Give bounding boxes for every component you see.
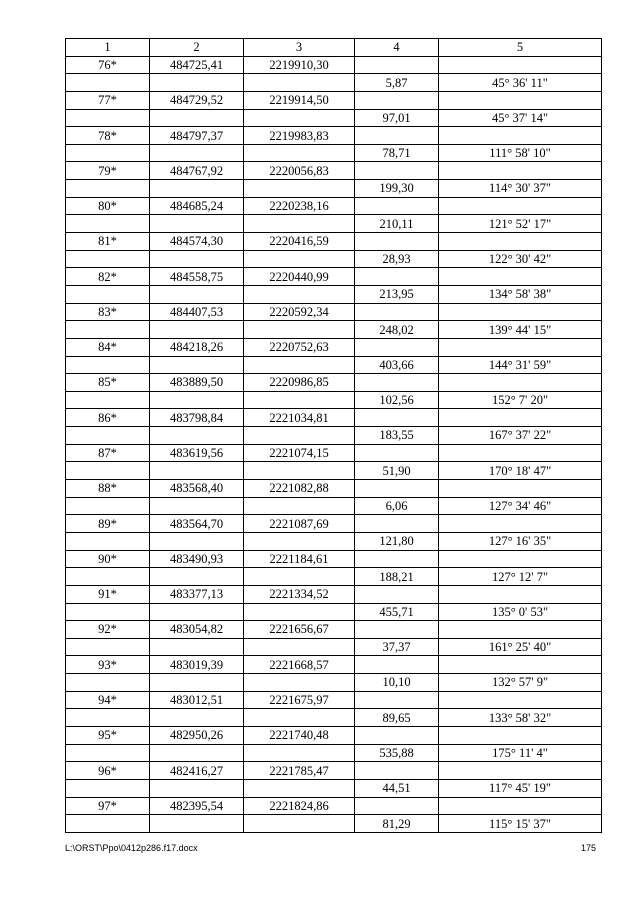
x-coordinate-cell: 483564,70 xyxy=(150,515,244,533)
point-id-cell xyxy=(66,744,150,762)
distance-cell xyxy=(355,268,439,286)
column-header: 2 xyxy=(150,39,244,57)
table-row xyxy=(66,797,602,815)
table-row xyxy=(66,268,602,286)
y-coordinate-cell xyxy=(244,74,355,92)
distance-cell: 6,06 xyxy=(355,497,439,515)
table-row xyxy=(66,250,602,268)
y-coordinate-cell xyxy=(244,391,355,409)
x-coordinate-cell xyxy=(150,109,244,127)
table-row xyxy=(66,762,602,780)
bearing-cell xyxy=(439,585,602,603)
point-id-cell xyxy=(66,497,150,515)
x-coordinate-cell: 484685,24 xyxy=(150,197,244,215)
distance-cell xyxy=(355,480,439,498)
y-coordinate-cell: 2221034,81 xyxy=(244,409,355,427)
point-id-cell: 92* xyxy=(66,621,150,639)
bearing-cell: 115° 15' 37" xyxy=(439,815,602,833)
y-coordinate-cell xyxy=(244,321,355,339)
bearing-cell xyxy=(439,162,602,180)
y-coordinate-cell xyxy=(244,603,355,621)
distance-cell: 5,87 xyxy=(355,74,439,92)
point-id-cell: 83* xyxy=(66,303,150,321)
y-coordinate-cell xyxy=(244,497,355,515)
x-coordinate-cell: 484767,92 xyxy=(150,162,244,180)
table-row xyxy=(66,162,602,180)
distance-cell xyxy=(355,233,439,251)
bearing-cell: 167° 37' 22" xyxy=(439,427,602,445)
bearing-cell: 170° 18' 47" xyxy=(439,462,602,480)
table-row xyxy=(66,585,602,603)
distance-cell: 89,65 xyxy=(355,709,439,727)
x-coordinate-cell: 484558,75 xyxy=(150,268,244,286)
y-coordinate-cell xyxy=(244,144,355,162)
x-coordinate-cell: 483889,50 xyxy=(150,374,244,392)
table-row xyxy=(66,779,602,797)
bearing-cell: 127° 12' 7" xyxy=(439,568,602,586)
distance-cell: 121,80 xyxy=(355,532,439,550)
x-coordinate-cell xyxy=(150,427,244,445)
distance-cell xyxy=(355,374,439,392)
y-coordinate-cell xyxy=(244,532,355,550)
bearing-cell xyxy=(439,762,602,780)
y-coordinate-cell xyxy=(244,462,355,480)
bearing-cell: 175° 11' 4" xyxy=(439,744,602,762)
bearing-cell: 135° 0' 53" xyxy=(439,603,602,621)
bearing-cell: 133° 58' 32" xyxy=(439,709,602,727)
distance-cell xyxy=(355,338,439,356)
distance-cell: 188,21 xyxy=(355,568,439,586)
table-row xyxy=(66,638,602,656)
table-row xyxy=(66,656,602,674)
table-row xyxy=(66,180,602,198)
bearing-cell xyxy=(439,56,602,74)
distance-cell: 51,90 xyxy=(355,462,439,480)
x-coordinate-cell xyxy=(150,356,244,374)
point-id-cell: 95* xyxy=(66,726,150,744)
table-row xyxy=(66,444,602,462)
bearing-cell xyxy=(439,233,602,251)
distance-cell: 213,95 xyxy=(355,285,439,303)
x-coordinate-cell xyxy=(150,250,244,268)
point-id-cell: 85* xyxy=(66,374,150,392)
point-id-cell xyxy=(66,427,150,445)
x-coordinate-cell xyxy=(150,568,244,586)
bearing-cell xyxy=(439,127,602,145)
distance-cell: 535,88 xyxy=(355,744,439,762)
bearing-cell: 152° 7' 20" xyxy=(439,391,602,409)
table-row xyxy=(66,815,602,833)
y-coordinate-cell xyxy=(244,180,355,198)
bearing-cell xyxy=(439,338,602,356)
distance-cell xyxy=(355,127,439,145)
distance-cell: 81,29 xyxy=(355,815,439,833)
distance-cell: 78,71 xyxy=(355,144,439,162)
x-coordinate-cell: 483798,84 xyxy=(150,409,244,427)
table-row xyxy=(66,391,602,409)
bearing-cell xyxy=(439,197,602,215)
table-row xyxy=(66,568,602,586)
distance-cell: 44,51 xyxy=(355,779,439,797)
table-body xyxy=(66,56,602,832)
y-coordinate-cell: 2221675,97 xyxy=(244,691,355,709)
bearing-cell xyxy=(439,409,602,427)
y-coordinate-cell: 2221082,88 xyxy=(244,480,355,498)
point-id-cell xyxy=(66,779,150,797)
point-id-cell xyxy=(66,180,150,198)
point-id-cell xyxy=(66,285,150,303)
y-coordinate-cell xyxy=(244,427,355,445)
x-coordinate-cell xyxy=(150,391,244,409)
bearing-cell xyxy=(439,726,602,744)
y-coordinate-cell: 2220752,63 xyxy=(244,338,355,356)
distance-cell xyxy=(355,515,439,533)
bearing-cell xyxy=(439,621,602,639)
table-row xyxy=(66,427,602,445)
table-row xyxy=(66,603,602,621)
table-row xyxy=(66,127,602,145)
point-id-cell xyxy=(66,568,150,586)
point-id-cell: 79* xyxy=(66,162,150,180)
y-coordinate-cell: 2221184,61 xyxy=(244,550,355,568)
distance-cell xyxy=(355,162,439,180)
y-coordinate-cell xyxy=(244,250,355,268)
x-coordinate-cell xyxy=(150,779,244,797)
y-coordinate-cell xyxy=(244,285,355,303)
distance-cell xyxy=(355,691,439,709)
table-row xyxy=(66,374,602,392)
bearing-cell: 117° 45' 19" xyxy=(439,779,602,797)
table-row xyxy=(66,109,602,127)
table-row xyxy=(66,321,602,339)
point-id-cell: 90* xyxy=(66,550,150,568)
point-id-cell xyxy=(66,74,150,92)
distance-cell xyxy=(355,409,439,427)
x-coordinate-cell xyxy=(150,180,244,198)
bearing-cell: 114° 30' 37" xyxy=(439,180,602,198)
table-row xyxy=(66,621,602,639)
point-id-cell xyxy=(66,250,150,268)
point-id-cell: 81* xyxy=(66,233,150,251)
y-coordinate-cell: 2221740,48 xyxy=(244,726,355,744)
distance-cell xyxy=(355,726,439,744)
distance-cell: 403,66 xyxy=(355,356,439,374)
y-coordinate-cell xyxy=(244,568,355,586)
bearing-cell: 161° 25' 40" xyxy=(439,638,602,656)
table-row xyxy=(66,197,602,215)
point-id-cell xyxy=(66,144,150,162)
point-id-cell: 86* xyxy=(66,409,150,427)
distance-cell: 97,01 xyxy=(355,109,439,127)
bearing-cell xyxy=(439,515,602,533)
point-id-cell: 80* xyxy=(66,197,150,215)
x-coordinate-cell: 483377,13 xyxy=(150,585,244,603)
x-coordinate-cell: 484729,52 xyxy=(150,91,244,109)
table-row xyxy=(66,744,602,762)
table-row xyxy=(66,515,602,533)
table-row xyxy=(66,532,602,550)
distance-cell xyxy=(355,621,439,639)
distance-cell xyxy=(355,444,439,462)
point-id-cell xyxy=(66,215,150,233)
bearing-cell xyxy=(439,480,602,498)
y-coordinate-cell xyxy=(244,674,355,692)
point-id-cell: 89* xyxy=(66,515,150,533)
y-coordinate-cell: 2220986,85 xyxy=(244,374,355,392)
table-header xyxy=(66,39,602,57)
distance-cell: 183,55 xyxy=(355,427,439,445)
x-coordinate-cell: 483568,40 xyxy=(150,480,244,498)
x-coordinate-cell xyxy=(150,674,244,692)
point-id-cell: 94* xyxy=(66,691,150,709)
point-id-cell: 77* xyxy=(66,91,150,109)
point-id-cell xyxy=(66,709,150,727)
bearing-cell xyxy=(439,550,602,568)
bearing-cell: 132° 57' 9" xyxy=(439,674,602,692)
bearing-cell xyxy=(439,444,602,462)
x-coordinate-cell: 484797,37 xyxy=(150,127,244,145)
table-row xyxy=(66,691,602,709)
x-coordinate-cell: 484407,53 xyxy=(150,303,244,321)
table-row xyxy=(66,709,602,727)
x-coordinate-cell: 482416,27 xyxy=(150,762,244,780)
column-header: 4 xyxy=(355,39,439,57)
point-id-cell: 87* xyxy=(66,444,150,462)
table-row xyxy=(66,144,602,162)
x-coordinate-cell xyxy=(150,285,244,303)
x-coordinate-cell: 483012,51 xyxy=(150,691,244,709)
table-row xyxy=(66,409,602,427)
point-id-cell: 97* xyxy=(66,797,150,815)
point-id-cell xyxy=(66,391,150,409)
y-coordinate-cell: 2220440,99 xyxy=(244,268,355,286)
y-coordinate-cell: 2221824,86 xyxy=(244,797,355,815)
table-row xyxy=(66,726,602,744)
table-row xyxy=(66,56,602,74)
table-row xyxy=(66,674,602,692)
x-coordinate-cell: 483619,56 xyxy=(150,444,244,462)
x-coordinate-cell: 484725,41 xyxy=(150,56,244,74)
distance-cell: 248,02 xyxy=(355,321,439,339)
distance-cell: 37,37 xyxy=(355,638,439,656)
point-id-cell: 96* xyxy=(66,762,150,780)
distance-cell: 199,30 xyxy=(355,180,439,198)
y-coordinate-cell: 2221334,52 xyxy=(244,585,355,603)
x-coordinate-cell xyxy=(150,709,244,727)
y-coordinate-cell: 2220238,16 xyxy=(244,197,355,215)
distance-cell: 10,10 xyxy=(355,674,439,692)
table-row xyxy=(66,233,602,251)
x-coordinate-cell xyxy=(150,215,244,233)
y-coordinate-cell: 2219983,83 xyxy=(244,127,355,145)
bearing-cell: 127° 34' 46" xyxy=(439,497,602,515)
column-header: 1 xyxy=(66,39,150,57)
y-coordinate-cell: 2221074,15 xyxy=(244,444,355,462)
point-id-cell xyxy=(66,815,150,833)
y-coordinate-cell: 2221656,67 xyxy=(244,621,355,639)
bearing-cell: 122° 30' 42" xyxy=(439,250,602,268)
y-coordinate-cell xyxy=(244,709,355,727)
x-coordinate-cell: 483019,39 xyxy=(150,656,244,674)
y-coordinate-cell: 2221785,47 xyxy=(244,762,355,780)
y-coordinate-cell: 2219910,30 xyxy=(244,56,355,74)
y-coordinate-cell: 2220056,83 xyxy=(244,162,355,180)
distance-cell xyxy=(355,656,439,674)
x-coordinate-cell: 484218,26 xyxy=(150,338,244,356)
point-id-cell xyxy=(66,638,150,656)
x-coordinate-cell xyxy=(150,74,244,92)
distance-cell xyxy=(355,91,439,109)
bearing-cell xyxy=(439,268,602,286)
point-id-cell: 93* xyxy=(66,656,150,674)
point-id-cell xyxy=(66,356,150,374)
x-coordinate-cell xyxy=(150,321,244,339)
table-row xyxy=(66,338,602,356)
y-coordinate-cell xyxy=(244,215,355,233)
y-coordinate-cell xyxy=(244,109,355,127)
bearing-cell: 121° 52' 17" xyxy=(439,215,602,233)
distance-cell xyxy=(355,303,439,321)
column-header: 5 xyxy=(439,39,602,57)
y-coordinate-cell xyxy=(244,356,355,374)
table-row xyxy=(66,550,602,568)
table-row xyxy=(66,91,602,109)
x-coordinate-cell: 483054,82 xyxy=(150,621,244,639)
y-coordinate-cell xyxy=(244,638,355,656)
footer-file-path: L:\ORST\Ppo\0412p286.f17.docx xyxy=(65,843,198,853)
bearing-cell: 134° 58' 38" xyxy=(439,285,602,303)
point-id-cell: 78* xyxy=(66,127,150,145)
bearing-cell xyxy=(439,656,602,674)
table-row xyxy=(66,215,602,233)
distance-cell xyxy=(355,197,439,215)
table-row xyxy=(66,74,602,92)
x-coordinate-cell xyxy=(150,532,244,550)
y-coordinate-cell xyxy=(244,779,355,797)
point-id-cell xyxy=(66,532,150,550)
bearing-cell: 45° 36' 11" xyxy=(439,74,602,92)
table-row xyxy=(66,356,602,374)
y-coordinate-cell: 2221087,69 xyxy=(244,515,355,533)
x-coordinate-cell: 482950,26 xyxy=(150,726,244,744)
point-id-cell: 82* xyxy=(66,268,150,286)
y-coordinate-cell: 2221668,57 xyxy=(244,656,355,674)
distance-cell: 210,11 xyxy=(355,215,439,233)
point-id-cell: 76* xyxy=(66,56,150,74)
table-row xyxy=(66,285,602,303)
coordinates-table xyxy=(65,38,602,833)
point-id-cell xyxy=(66,462,150,480)
x-coordinate-cell xyxy=(150,815,244,833)
point-id-cell xyxy=(66,109,150,127)
point-id-cell: 91* xyxy=(66,585,150,603)
table-row xyxy=(66,497,602,515)
y-coordinate-cell xyxy=(244,815,355,833)
bearing-cell: 139° 44' 15" xyxy=(439,321,602,339)
footer-page-number: 175 xyxy=(580,843,596,853)
bearing-cell: 45° 37' 14" xyxy=(439,109,602,127)
table-row xyxy=(66,303,602,321)
x-coordinate-cell xyxy=(150,462,244,480)
bearing-cell xyxy=(439,691,602,709)
point-id-cell xyxy=(66,321,150,339)
y-coordinate-cell xyxy=(244,744,355,762)
x-coordinate-cell xyxy=(150,144,244,162)
x-coordinate-cell: 484574,30 xyxy=(150,233,244,251)
distance-cell xyxy=(355,762,439,780)
x-coordinate-cell xyxy=(150,497,244,515)
column-header: 3 xyxy=(244,39,355,57)
bearing-cell xyxy=(439,91,602,109)
x-coordinate-cell: 482395,54 xyxy=(150,797,244,815)
point-id-cell xyxy=(66,603,150,621)
distance-cell: 102,56 xyxy=(355,391,439,409)
x-coordinate-cell xyxy=(150,744,244,762)
table-row xyxy=(66,462,602,480)
x-coordinate-cell: 483490,93 xyxy=(150,550,244,568)
bearing-cell xyxy=(439,374,602,392)
bearing-cell xyxy=(439,303,602,321)
x-coordinate-cell xyxy=(150,603,244,621)
point-id-cell: 88* xyxy=(66,480,150,498)
distance-cell xyxy=(355,550,439,568)
distance-cell: 455,71 xyxy=(355,603,439,621)
distance-cell xyxy=(355,56,439,74)
distance-cell xyxy=(355,585,439,603)
bearing-cell: 144° 31' 59" xyxy=(439,356,602,374)
table-row xyxy=(66,480,602,498)
y-coordinate-cell: 2219914,50 xyxy=(244,91,355,109)
bearing-cell: 111° 58' 10" xyxy=(439,144,602,162)
bearing-cell xyxy=(439,797,602,815)
x-coordinate-cell xyxy=(150,638,244,656)
point-id-cell xyxy=(66,674,150,692)
y-coordinate-cell: 2220592,34 xyxy=(244,303,355,321)
distance-cell: 28,93 xyxy=(355,250,439,268)
distance-cell xyxy=(355,797,439,815)
bearing-cell: 127° 16' 35" xyxy=(439,532,602,550)
header-row xyxy=(66,39,602,57)
point-id-cell: 84* xyxy=(66,338,150,356)
y-coordinate-cell: 2220416,59 xyxy=(244,233,355,251)
